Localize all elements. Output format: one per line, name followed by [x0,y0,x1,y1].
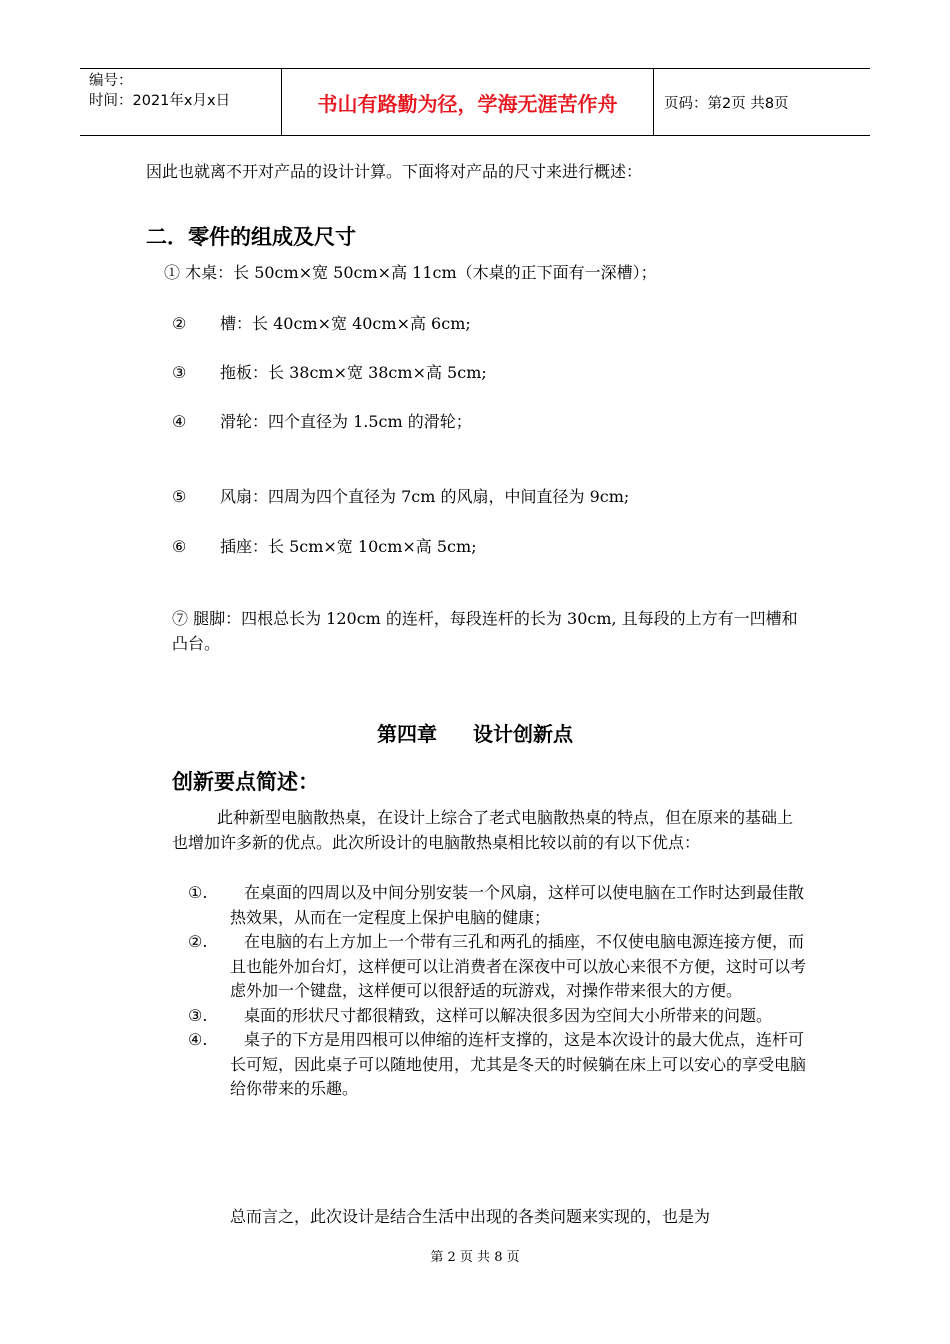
chapter-number: 第四章 [377,722,437,746]
part-item-text: 拖板：长 38cm×宽 38cm×高 5cm; [220,363,487,382]
point-text: 在桌面的四周以及中间分别安装一个风扇，这样可以使电脑在工作时达到最佳散热效果，从而在一定程度上保护电脑的健康； [230,883,805,927]
point-num: ①. [188,883,208,902]
part-item-text: 风扇：四周为四个直径为 7cm 的风扇，中间直径为 9cm; [220,487,630,506]
header-number: 编号： [89,73,133,89]
innovation-point-1 [188,881,808,930]
part-item-6 [172,534,477,557]
chapter-heading [0,718,950,747]
part-item-5 [172,484,629,507]
header-page-info: 页码：第2页 共8页 [664,95,789,112]
header-time: 时间：2021年x月x日 [89,93,231,109]
page-footer: 第 2 页 共 8 页 [430,1250,520,1265]
part-item-num: ④ [172,412,187,431]
part-item-2 [172,311,471,334]
innovation-intro: 此种新型电脑散热桌，在设计上综合了老式电脑散热桌的特点，但在原来的基础上也增加许多新的优点。此次所设计的电脑散热桌相比较以前的有以下优点： [172,808,794,852]
innovation-point-4 [188,1028,808,1102]
section-title-parts: 二．零件的组成及尺寸 [146,225,356,249]
point-num: ②. [188,932,208,951]
summary-line: 总而言之，此次设计是结合生活中出现的各类问题来实现的，也是为 [230,1207,711,1226]
part-item-text: 槽：长 40cm×宽 40cm×高 6cm; [220,314,471,333]
point-text: 桌子的下方是用四根可以伸缩的连杆支撑的，这是本次设计的最大优点，连杆可长可短，因此桌子可以随地使用，尤其是冬天的时候躺在床上可以安心的享受电脑给你带来的乐趣。 [230,1030,807,1098]
part-item-num: ⑤ [172,487,187,506]
point-text: 在电脑的右上方加上一个带有三孔和两孔的插座，不仅使电脑电源连接方便，而且也能外加台灯，这样便可以让消费者在深夜中可以放心来很不方便，这时可以考虑外加一个键盘，这样便可以很舒适的玩游戏，对操作带来很大的方便。 [230,932,807,1000]
header-motto: 书山有路勤为径，学海无涯苦作舟 [282,69,654,135]
part-item-text: 木桌：长 50cm×宽 50cm×高 11cm（木桌的正下面有一深槽）； [185,263,657,282]
part-item-text: 插座：长 5cm×宽 10cm×高 5cm; [220,537,477,556]
part-item-num: ⑥ [172,537,187,556]
part-item-4 [172,409,472,432]
part-item-3 [172,360,487,383]
page-header [80,68,870,136]
innovation-point-3 [188,1004,808,1029]
chapter-title: 设计创新点 [473,722,573,746]
part-item-num: ② [172,314,187,333]
part-item-7: ⑦ 腿脚：四根总长为 120cm 的连杆，每段连杆的长为 30cm, 且每段的上方有一凹槽和凸台。 [172,609,798,653]
innovation-point-2 [188,930,808,1004]
point-num: ④. [188,1030,208,1049]
innovation-title: 创新要点简述： [172,770,319,794]
innovation-points [188,881,808,1102]
header-meta [80,69,282,135]
part-item-text: 滑轮：四个直径为 1.5cm 的滑轮； [220,412,472,431]
part-item-num: ③ [172,363,187,382]
point-text: 桌面的形状尺寸都很精致，这样可以解决很多因为空间大小所带来的问题。 [244,1005,773,1025]
part-item-1 [164,260,657,283]
intro-line: 因此也就离不开对产品的设计计算。下面将对产品的尺寸来进行概述： [146,162,643,181]
point-num: ③. [188,1005,208,1025]
part-item-num: ① [164,263,181,282]
